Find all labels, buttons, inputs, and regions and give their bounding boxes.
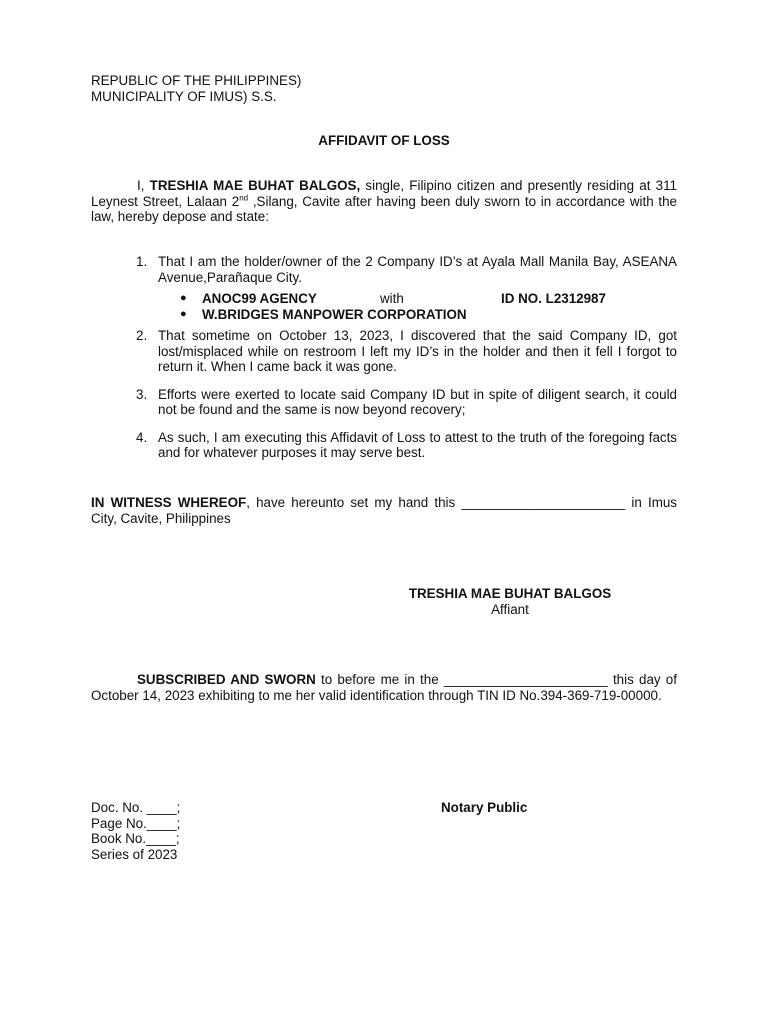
affiant-name: TRESHIA MAE BUHAT BALGOS (408, 586, 612, 601)
statement-item (91, 254, 677, 322)
venue-line-republic: REPUBLIC OF THE PHILIPPINES) (91, 73, 302, 88)
statement-text: Efforts were exerted to locate said Company ID but in spite of diligent search, it could not be found and the same is now beyond recovery; (158, 386, 677, 417)
intro-paragraph (91, 178, 677, 225)
statement-item (91, 430, 677, 461)
document-title: AFFIDAVIT OF LOSS (318, 133, 450, 148)
doc-number: Doc. No. ____; (91, 800, 181, 815)
company-item (158, 307, 677, 323)
intro-text: single, Filipino citizen and presently residing at 311 Leynest Street, Lalaan 2 (91, 178, 677, 209)
statement-text: That sometime on October 13, 2023, I discovered that the said Company ID, got lost/misplaced while on restroom I left my ID’s in the holder and then it fell I forgot to return it. When I came back it was gone. (158, 328, 677, 374)
company-with: with (380, 291, 404, 306)
company-list (158, 291, 677, 322)
statement-number: 2. (136, 328, 148, 343)
notary-public-label: Notary Public (441, 800, 528, 815)
company-id: ID NO. L2312987 (501, 291, 606, 306)
jurat-paragraph (91, 672, 677, 703)
ordinal-suffix: nd (239, 193, 249, 203)
company-item (158, 291, 677, 307)
affiant-signature-block (380, 586, 640, 617)
affiant-name-inline: TRESHIA MAE BUHAT BALGOS, (149, 178, 361, 193)
statement-number: 4. (136, 429, 148, 445)
statement-item (91, 387, 677, 418)
venue-heading (91, 73, 301, 104)
jurat-heading: SUBSCRIBED AND SWORN (137, 672, 316, 687)
statement-text: As such, I am executing this Affidavit of Loss to attest to the truth of the foregoing facts and for whatever purposes it may serve best. (158, 429, 677, 460)
company-name: W.BRIDGES MANPOWER CORPORATION (202, 306, 467, 322)
intro-text-rest: ,Silang, Cavite after having been duly sworn to in accordance with the law, hereby depose and state: (91, 193, 677, 224)
venue-line-municipality: MUNICIPALITY OF IMUS) S.S. (91, 88, 277, 104)
witness-text: , have hereunto set my hand this ______________________ in Imus City, Cavite, Philippines (91, 495, 677, 526)
book-number: Book No.____; (91, 831, 180, 846)
statement-number: 1. (136, 254, 148, 269)
series-year: Series of 2023 (91, 846, 178, 862)
jurat-text: to before me in the ______________________ this day of October 14, 2023 exhibiting to me her valid identification through TIN ID No.394-369-719-00000. (91, 672, 677, 703)
affiant-label: Affiant (491, 601, 529, 617)
bullet-icon: ● (180, 307, 187, 320)
statement-text: That I am the holder/owner of the 2 Company ID’s at Ayala Mall Manila Bay, ASEANA Avenue,Parañaque City. (158, 254, 677, 285)
witness-heading: IN WITNESS WHEREOF (91, 495, 247, 510)
statement-list (91, 254, 677, 461)
bullet-icon: ● (180, 292, 187, 304)
witness-clause (91, 495, 677, 526)
company-name: ANOC99 AGENCY (202, 291, 317, 306)
intro-lead: I, (137, 178, 150, 193)
statement-item (91, 328, 677, 375)
notarial-register (91, 800, 180, 862)
page-number: Page No.____; (91, 815, 181, 831)
statement-number: 3. (136, 386, 148, 402)
